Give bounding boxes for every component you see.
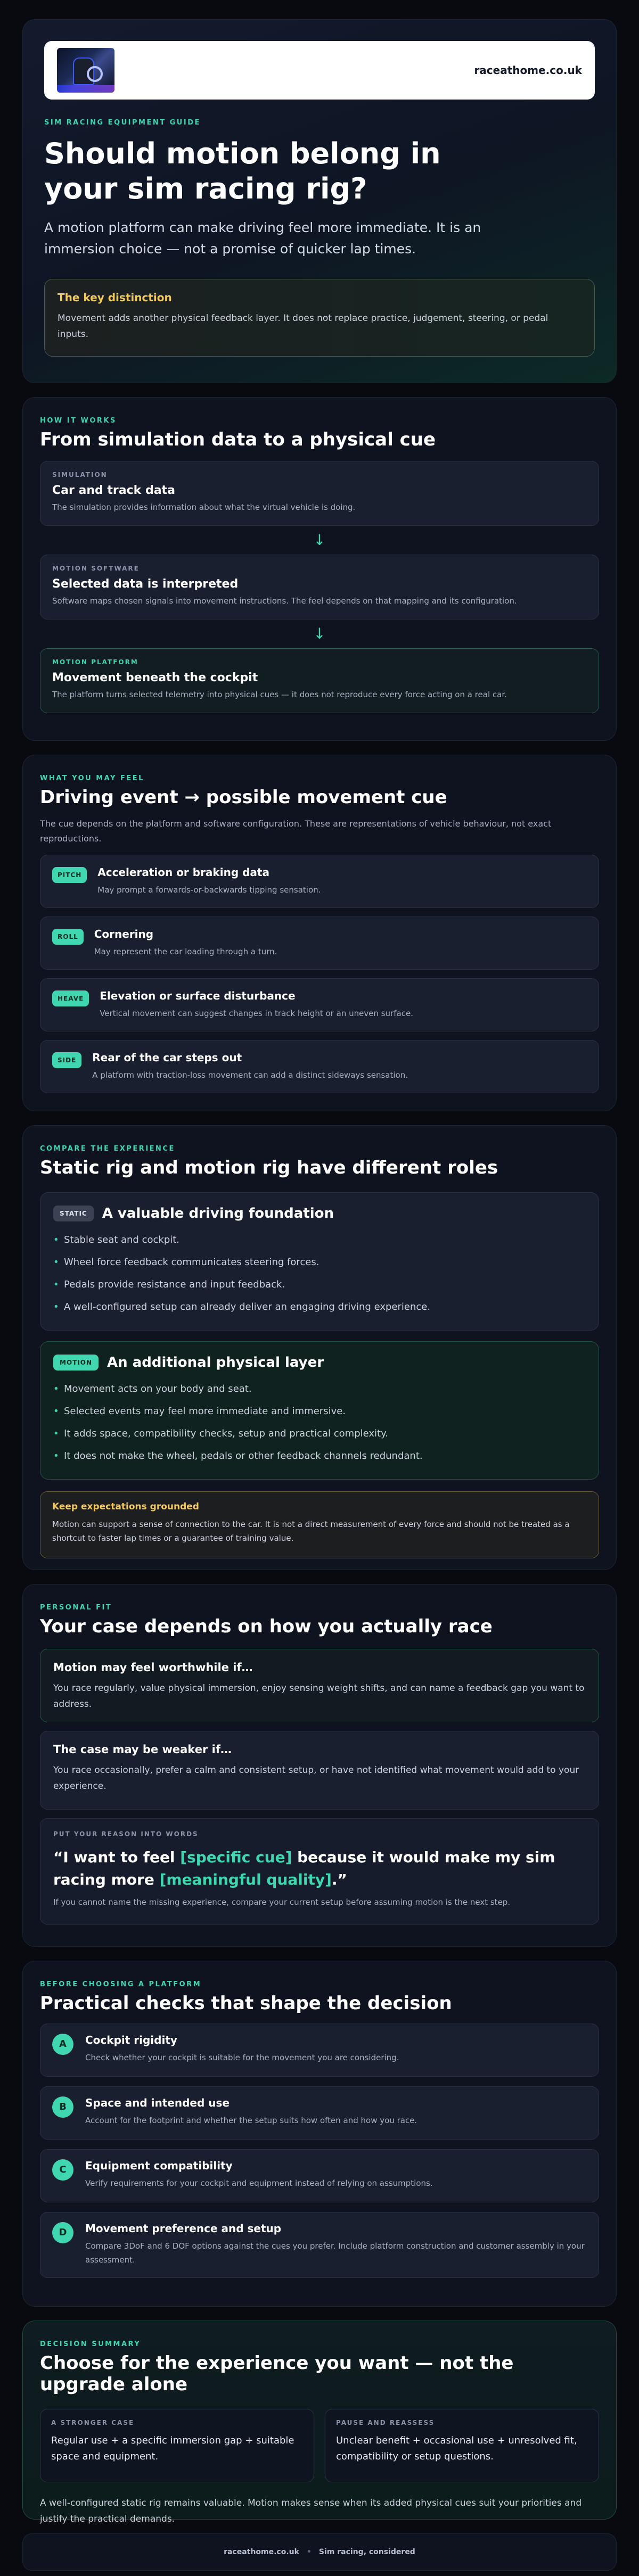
- quote-text: “I want to feel: [53, 1848, 181, 1866]
- section-lead: The cue depends on the platform and software configuration. These are representations of vehicle behaviour, not exact reproductions.: [40, 819, 552, 844]
- check-item-compatibility: [40, 2149, 599, 2202]
- pause-reassess-box: [325, 2409, 599, 2482]
- arrow-down-icon: ↓: [313, 625, 326, 642]
- feel-item-desc: Vertical movement can suggest changes in track height or an uneven surface.: [100, 1009, 413, 1018]
- feel-item-side: [40, 1040, 599, 1093]
- note-body: Motion can support a sense of connection to the car. It is not a direct measurement of every force and should not be treated as a shortcut to faster lap times or a guarantee of training value.: [52, 1520, 570, 1543]
- flow-step-title: Selected data is interpreted: [52, 577, 239, 591]
- flow-step-motion-software: [40, 555, 599, 620]
- check-item-movement-preference: [40, 2212, 599, 2278]
- reason-label: PUT YOUR REASON INTO WORDS: [53, 1830, 199, 1838]
- quote-text: .”: [331, 1871, 347, 1888]
- reason-hint: If you cannot name the missing experience, compare your current setup before assuming motion is the next step.: [53, 1897, 511, 1907]
- flow-step-title: Movement beneath the cockpit: [52, 671, 258, 684]
- check-title: Cockpit rigidity: [85, 2034, 177, 2046]
- quote-placeholder-quality: [meaningful quality]: [159, 1871, 332, 1888]
- list-item: • Stable seat and cockpit.: [53, 1229, 586, 1251]
- practical-checks-section: [22, 1961, 617, 2307]
- quote-text: because it would make my sim racing more: [53, 1848, 555, 1888]
- box-text: Unclear benefit + occasional use + unresolved fit, compatibility or setup questions.: [336, 2435, 577, 2462]
- static-bullets: [53, 1229, 586, 1318]
- footer-separator: •: [306, 2548, 312, 2556]
- box-text: Regular use + a specific immersion gap + suitable space and equipment.: [51, 2435, 294, 2462]
- callout-body: Movement adds another physical feedback layer. It does not replace practice, judgement, steering, or pedal inputs.: [58, 313, 548, 340]
- feel-item-roll: [40, 917, 599, 970]
- hero-lead: A motion platform can make driving feel more immediate. It is an immersion choice — not a promise of quicker lap times.: [44, 220, 481, 257]
- site-logo-image[interactable]: [57, 48, 114, 93]
- callout-title: The key distinction: [58, 291, 172, 304]
- feel-item-title: Cornering: [94, 928, 154, 940]
- motion-rig-card: [40, 1341, 599, 1480]
- static-tag: STATIC: [53, 1206, 94, 1221]
- section-title: Your case depends on how you actually race: [40, 1616, 493, 1637]
- section-eyebrow: COMPARE THE EXPERIENCE: [40, 1145, 175, 1153]
- quote-placeholder-cue: [specific cue]: [180, 1848, 292, 1866]
- section-title: Driving event → possible movement cue: [40, 787, 447, 808]
- feel-item-title: Elevation or surface disturbance: [100, 989, 296, 1002]
- page-title: Should motion belong in your sim racing rig?: [44, 137, 441, 205]
- static-rig-card: [40, 1192, 599, 1331]
- check-title: Space and intended use: [85, 2096, 230, 2109]
- flow-step-title: Car and track data: [52, 484, 175, 497]
- flow-step-simulation: [40, 461, 599, 526]
- worthwhile-card: [40, 1649, 599, 1722]
- list-item: • Pedals provide resistance and input feedback.: [53, 1274, 586, 1296]
- section-title: Choose for the experience you want — not the upgrade alone: [40, 2352, 514, 2395]
- section-eyebrow: HOW IT WORKS: [40, 417, 117, 425]
- section-title: Static rig and motion rig have different roles: [40, 1157, 498, 1178]
- check-item-cockpit-rigidity: [40, 2024, 599, 2077]
- badge-c: C: [52, 2159, 73, 2181]
- feel-item-title: Acceleration or braking data: [97, 866, 269, 879]
- reason-card: [40, 1818, 599, 1925]
- card-body: You race occasionally, prefer a calm and consistent setup, or have not identified what movement would add to your experience.: [53, 1765, 579, 1791]
- note-title: Keep expectations grounded: [52, 1501, 199, 1512]
- feel-item-desc: A platform with traction-loss movement can add a distinct sideways sensation.: [92, 1070, 408, 1080]
- list-item: • Wheel force feedback communicates steering forces.: [53, 1251, 586, 1274]
- page-footer: [22, 2533, 617, 2571]
- card-title: An additional physical layer: [107, 1355, 324, 1370]
- flow-step-desc: The simulation provides information about what the virtual vehicle is doing.: [52, 502, 356, 512]
- card-title: The case may be weaker if…: [53, 1743, 232, 1756]
- check-desc: Account for the footprint and whether the setup suits how often and how you race.: [85, 2116, 417, 2125]
- how-it-works-section: [22, 397, 617, 741]
- list-item: • Selected events may feel more immediate and immersive.: [53, 1400, 586, 1423]
- card-body: You race regularly, value physical immersion, enjoy sensing weight shifts, and can name a feedback gap you want to address.: [53, 1683, 585, 1710]
- key-distinction-callout: [44, 279, 595, 357]
- decision-summary-section: [22, 2321, 617, 2524]
- site-header: [44, 41, 595, 100]
- list-item: • A well-configured setup can already deliver an engaging driving experience.: [53, 1296, 586, 1318]
- badge-b: B: [52, 2096, 73, 2118]
- side-tag: SIDE: [52, 1052, 81, 1068]
- feel-item-title: Rear of the car steps out: [92, 1051, 242, 1064]
- card-title: Motion may feel worthwhile if…: [53, 1661, 253, 1674]
- what-you-may-feel-section: [22, 755, 617, 1111]
- card-title: A valuable driving foundation: [102, 1206, 334, 1221]
- hero-section: [22, 19, 617, 383]
- reason-quote: [53, 1846, 586, 1891]
- flow-step-label: MOTION PLATFORM: [52, 658, 138, 666]
- personal-fit-section: [22, 1584, 617, 1947]
- feel-item-desc: May represent the car loading through a turn.: [94, 947, 277, 956]
- summary-grid: [40, 2409, 599, 2482]
- feel-item-heave: [40, 978, 599, 1031]
- check-desc: Verify requirements for your cockpit and equipment instead of relying on assumptions.: [85, 2178, 433, 2188]
- feel-item-desc: May prompt a forwards-or-backwards tipping sensation.: [97, 885, 321, 895]
- roll-tag: ROLL: [52, 929, 84, 945]
- pitch-tag: PITCH: [52, 867, 87, 883]
- flow-step-motion-platform: [40, 648, 599, 713]
- summary-footnote: A well-configured static rig remains valuable. Motion makes sense when its added physical cues suit your priorities and justify the practical demands.: [40, 2498, 582, 2524]
- check-title: Movement preference and setup: [85, 2222, 282, 2235]
- badge-a: A: [52, 2034, 73, 2055]
- check-desc: Check whether your cockpit is suitable for the movement you are considering.: [85, 2053, 399, 2062]
- site-domain-link[interactable]: raceathome.co.uk: [474, 64, 582, 77]
- section-title: From simulation data to a physical cue: [40, 429, 436, 450]
- box-label: A STRONGER CASE: [51, 2419, 135, 2426]
- section-eyebrow: BEFORE CHOOSING A PLATFORM: [40, 1980, 202, 1988]
- check-desc: Compare 3DoF and 6 DOF options against the cues you prefer. Include platform construction and customer assembly in your assessment.: [85, 2241, 585, 2265]
- hero-eyebrow: SIM RACING EQUIPMENT GUIDE: [44, 119, 201, 127]
- footer-tagline: Sim racing, considered: [318, 2548, 415, 2556]
- feel-item-pitch: [40, 855, 599, 908]
- section-eyebrow: WHAT YOU MAY FEEL: [40, 774, 144, 782]
- heave-tag: HEAVE: [52, 990, 89, 1006]
- box-label: PAUSE AND REASSESS: [336, 2419, 435, 2426]
- list-item: • Movement acts on your body and seat.: [53, 1378, 586, 1400]
- motion-tag: MOTION: [53, 1355, 99, 1370]
- footer-domain-link[interactable]: raceathome.co.uk: [224, 2548, 299, 2556]
- expectations-note: [40, 1491, 599, 1558]
- list-item: • It adds space, compatibility checks, setup and practical complexity.: [53, 1423, 586, 1445]
- badge-d: D: [52, 2222, 73, 2243]
- section-eyebrow: PERSONAL FIT: [40, 1604, 112, 1612]
- motion-bullets: [53, 1378, 586, 1467]
- section-title: Practical checks that shape the decision: [40, 1993, 452, 2014]
- list-item: • It does not make the wheel, pedals or other feedback channels redundant.: [53, 1445, 586, 1467]
- section-eyebrow: DECISION SUMMARY: [40, 2340, 141, 2348]
- check-item-space: [40, 2086, 599, 2140]
- flow-step-desc: Software maps chosen signals into movement instructions. The feel depends on that mapping and its configuration.: [52, 596, 517, 606]
- flow-step-label: SIMULATION: [52, 471, 108, 478]
- arrow-down-icon: ↓: [313, 531, 326, 549]
- flow-step-desc: The platform turns selected telemetry into physical cues — it does not reproduce every force acting on a real car.: [52, 690, 507, 699]
- check-title: Equipment compatibility: [85, 2159, 233, 2172]
- weaker-case-card: [40, 1731, 599, 1810]
- compare-section: [22, 1125, 617, 1570]
- flow-step-label: MOTION SOFTWARE: [52, 565, 140, 572]
- stronger-case-box: [40, 2409, 314, 2482]
